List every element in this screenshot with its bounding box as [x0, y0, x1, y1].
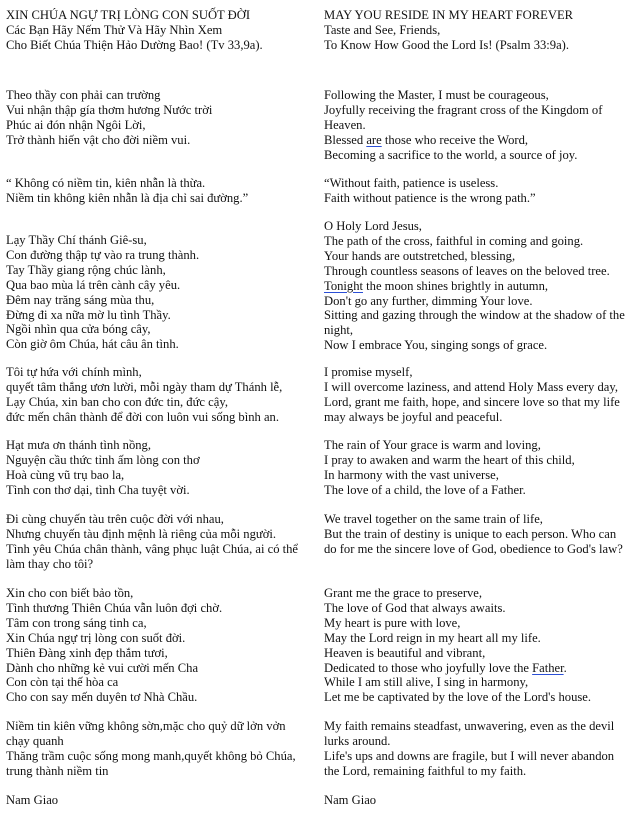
en-subtitle-line-2: To Know How Good the Lord Is! (Psalm 33:9a). — [324, 38, 570, 52]
vn-stanza-7 — [6, 586, 222, 705]
verse-line: Hạt mưa ơn thánh tình nồng, — [6, 438, 152, 452]
verse-line: Xin cho con biết bảo tồn, — [6, 586, 134, 600]
spellcheck-underline: are — [366, 132, 382, 147]
verse-line: Đi cùng chuyến tàu trên cuộc đời với nhau, — [6, 512, 224, 526]
verse-line: Ngồi nhìn qua cửa bóng cây, — [6, 322, 151, 337]
verse-line: Tình yêu Chúa chân thành, vâng phục luật Chúa, ai có thể — [6, 541, 299, 556]
en-stanza-5 — [324, 438, 575, 498]
vn-stanza-5 — [6, 438, 200, 498]
spellcheck-underline: Tonight — [324, 278, 363, 293]
en-stanza-6 — [324, 512, 628, 557]
verse-line: Lạy Chúa, xin ban cho con đức tin, đức cậy, — [6, 394, 228, 409]
verse-line: Heaven is beautiful and vibrant, — [324, 645, 486, 660]
vn-title: XIN CHÚA NGỰ TRỊ LÒNG CON SUỐT ĐỜI — [6, 8, 251, 22]
verse-line: The rain of Your grace is warm and loving, — [324, 438, 541, 452]
en-author: Nam Giao — [324, 793, 377, 807]
verse-line: Nguyện cầu thức tỉnh ấm lòng con thơ — [6, 452, 200, 467]
en-stanza-8 — [324, 719, 628, 779]
verse-line: Hoà cùng vũ trụ bao la, — [6, 467, 125, 482]
en-stanza-4 — [324, 365, 628, 425]
verse-line: Tay Thầy giang rộng chúc lành, — [6, 262, 166, 277]
verse-line: Life's ups and downs are fragile, but I will never abandon the Lord, remaining faithful to my faith. — [324, 748, 615, 778]
verse-line: Đêm nay trăng sáng mùa thu, — [6, 292, 155, 307]
vn-stanza-3 — [6, 233, 199, 352]
spellcheck-underline: Father — [532, 660, 564, 675]
en-stanza-3 — [324, 219, 628, 353]
verse-line: The path of the cross, faithful in coming and going. — [324, 233, 584, 248]
verse-line: Thiên Đàng xinh đẹp thắm tươi, — [6, 645, 168, 660]
en-stanza-1 — [324, 88, 628, 163]
verse-line: quyết tâm thắng ươn lười, mỗi ngày tham dự Thánh lễ, — [6, 379, 283, 394]
verse-line: May the Lord reign in my heart all my life. — [324, 630, 541, 645]
verse-line: Cho con say mến duyên tơ Nhà Chầu. — [6, 690, 198, 705]
vn-subtitle-line-1: Các Bạn Hãy Nếm Thử Và Hãy Nhìn Xem — [6, 23, 223, 37]
verse-line: Through countless seasons of leaves on the beloved tree. — [324, 263, 610, 278]
verse-line: The love of a child, the love of a Father. — [324, 482, 526, 497]
verse-line: Thăng trầm cuộc sống mong manh,quyết không bỏ Chúa, trung thành niềm tin — [6, 748, 296, 778]
vn-quote — [6, 176, 248, 206]
verse-line: Don't go any further, dimming Your love. — [324, 293, 533, 308]
verse-line: Trở thành hiến vật cho đời niềm vui. — [6, 132, 191, 147]
verse-line: Tôi tự hứa với chính mình, — [6, 365, 142, 379]
en-quote — [324, 176, 536, 206]
verse-line: Your hands are outstretched, blessing, — [324, 248, 516, 263]
verse-line: Joyfully receiving the fragrant cross of the Kingdom of Heaven. — [324, 102, 603, 132]
vn-stanza-4 — [6, 365, 282, 425]
vn-author: Nam Giao — [6, 793, 59, 807]
verse-line: Sitting and gazing through the window at the shadow of the night, — [324, 308, 625, 338]
verse-line: I pray to awaken and warm the heart of this child, — [324, 452, 575, 467]
verse-line: Con còn tại thế hòa ca — [6, 675, 119, 690]
verse-line: Nhưng chuyến tàu định mệnh là riêng của mỗi người. — [6, 526, 277, 541]
verse-line: Now I embrace You, singing songs of grace. — [324, 338, 548, 353]
verse-line: Let me be captivated by the love of the Lord's house. — [324, 690, 592, 705]
verse-line: In harmony with the vast universe, — [324, 467, 499, 482]
verse-line: “Without faith, patience is useless. — [324, 176, 499, 190]
verse-line: Tình con thơ dại, tình Cha tuyệt vời. — [6, 482, 190, 497]
verse-line: Following the Master, I must be courageous, — [324, 88, 549, 102]
verse-line: I promise myself, — [324, 365, 413, 379]
verse-line: đức mến chân thành để đời con luôn vui sống bình an. — [6, 409, 280, 424]
verse-line: Con đường thập tự vào ra trung thành. — [6, 247, 200, 262]
verse-line: Tâm con trong sáng tinh ca, — [6, 615, 147, 630]
verse-line: But the train of destiny is unique to each person. Who can do for me the sincere love of God, obedience to God's law? — [324, 526, 623, 556]
vn-stanza-1 — [6, 88, 212, 148]
verse-line: Vui nhận thập gía thơm hương Nước trời — [6, 102, 213, 117]
verse-line: Đừng đi xa nữa mờ lu tình Thầy. — [6, 307, 171, 322]
verse-line: Theo thầy con phải can trường — [6, 88, 161, 102]
verse-line: làm thay cho tôi? — [6, 556, 94, 571]
verse-line: Grant me the grace to preserve, — [324, 586, 483, 600]
verse-line: “ Không có niềm tin, kiên nhẫn là thừa. — [6, 176, 206, 190]
verse-line: Còn giờ ôm Chúa, hát câu ân tình. — [6, 337, 179, 352]
verse-line: Qua bao mùa lá trên cành cây yêu. — [6, 277, 181, 292]
verse-line: Niềm tin kiên vững không sờn,mặc cho quỷ dữ lởn vởn chạy quanh — [6, 719, 286, 748]
verse-line: Blessed are those who receive the Word, — [324, 132, 529, 147]
en-stanza-7 — [324, 586, 591, 705]
vn-stanza-6 — [6, 512, 298, 572]
verse-line: Dành cho những kẻ vui cười mến Cha — [6, 660, 199, 675]
en-subtitle-line-1: Taste and See, Friends, — [324, 23, 441, 37]
verse-line: The love of God that always awaits. — [324, 600, 506, 615]
verse-line: Faith without patience is the wrong path.” — [324, 190, 536, 205]
verse-line: Tonight the moon shines brightly in autumn, — [324, 278, 549, 293]
verse-line: My heart is pure with love, — [324, 615, 461, 630]
verse-line: Lạy Thầy Chí thánh Giê-su, — [6, 233, 147, 247]
verse-line: Dedicated to those who joyfully love the Father. — [324, 660, 567, 675]
verse-line: Lord, grant me faith, hope, and sincere love so that my life may always be joyful and peaceful. — [324, 394, 620, 424]
verse-line: My faith remains steadfast, unwavering, even as the devil lurks around. — [324, 719, 615, 748]
verse-line: Xin Chúa ngự trị lòng con suốt đời. — [6, 630, 186, 645]
verse-line: O Holy Lord Jesus, — [324, 219, 422, 233]
verse-line: Becoming a sacrifice to the world, a source of joy. — [324, 147, 578, 162]
verse-line: I will overcome laziness, and attend Holy Mass every day, — [324, 379, 618, 394]
vn-subtitle-line-2: Cho Biết Chúa Thiện Hảo Dường Bao! (Tv 33,9a). — [6, 38, 263, 52]
verse-line: While I am still alive, I sing in harmony, — [324, 675, 529, 690]
verse-line: Tình thương Thiên Chúa vẫn luôn đợi chờ. — [6, 600, 223, 615]
en-title: MAY YOU RESIDE IN MY HEART FOREVER — [324, 8, 574, 22]
vn-stanza-8 — [6, 719, 306, 779]
verse-line: We travel together on the same train of life, — [324, 512, 543, 526]
verse-line: Phúc ai đón nhận Ngôi Lời, — [6, 117, 146, 132]
verse-line: Niềm tin không kiên nhẫn là địa chỉ sai đường.” — [6, 190, 249, 205]
